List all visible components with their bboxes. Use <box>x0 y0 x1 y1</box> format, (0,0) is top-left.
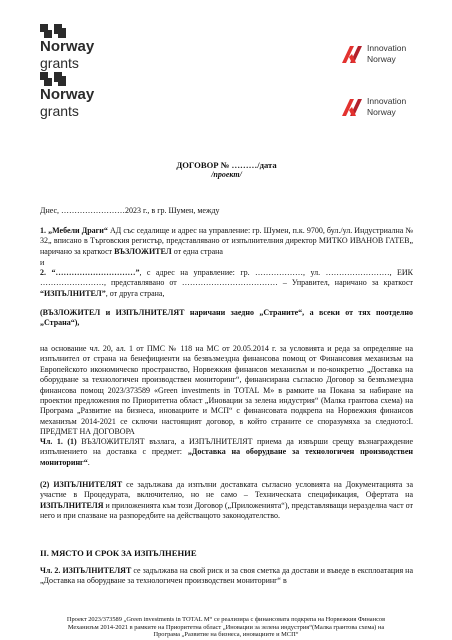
article-1-2-role-2: ИЗПЪЛНИТЕЛЯ <box>40 500 104 510</box>
article-1-2-text-a: се задължава да изпълни доставката съгласно условията на Документацията за участие в Процедурата, включително, но не само – Техническата спецификация, Офертата на <box>40 480 413 500</box>
legal-basis-paragraph: на основание чл. 20, ал. 1 от ПМС № 118 на МС от 20.05.2014 г. за условията и реда за определяне на изпълнител от страна на бенефициенти на безвъзмездна финансова помощ от Финансовия механизъм на Европейското икономическо пространство, Норвежкия финансов механизъм и по-конкретно „Доставка на оборудване за технологичен производствен мониторинг“, финансирана съгласно Договор за безвъзмездна финансова помощ 2023/373589 «Green investments in TOTAL M» в рамките на Покана за набиране на проектни предложения по Приоритетна област „Иновации за зелена индустрия“ (Малка грантова схема) на Програма „Развитие на бизнеса, иновациите и МСП“ с финансовата подкрепа на Норвежкия финансов механизъм 2014-2021 се сключи настоящият договор, в който страните се споразумяха за следното:І. ПРЕДМЕТ НА ДОГОВОРА <box>40 344 413 437</box>
article-1-1-text-a: ВЪЗЛОЖИТЕЛЯТ възлага, а ИЗПЪЛНИТЕЛЯТ приема да извърши срещу възнаграждение изпълнението на доставка с предмет: <box>40 437 413 457</box>
norway-grants-mark-icon <box>40 24 70 38</box>
article-1-2-role-1: ИЗПЪЛНИТЕЛЯТ <box>53 480 123 489</box>
intro-line: Днес, ……………………2023 г., в гр. Шумен, между <box>40 206 220 215</box>
norway-grants-subtitle: grants <box>40 55 79 71</box>
article-1-1-subject: „Доставка на оборудване за технологичен производствен мониторинг“ <box>40 447 413 467</box>
party-1-role: ВЪЗЛОЖИТЕЛ <box>114 246 172 256</box>
article-1-2-label: (2) <box>40 480 50 489</box>
article-1-1-text-b: . <box>87 457 90 467</box>
article-1-1-label: Чл. 1. (1) <box>40 437 77 446</box>
norway-grants-subtitle: grants <box>40 103 79 119</box>
party-1 <box>40 226 413 257</box>
conjunction: и <box>40 258 45 267</box>
norway-grants-title: Norway <box>40 38 95 55</box>
article-2 <box>40 566 413 587</box>
page-footer: Проект 2023/373589 „Green investments in TOTAL M“ се реализира с финансовата подкрепа на Норвежкия Финансов Механизъм 2014-2021 в рамките на Приоритетна област „Иновации за зелена индустрия“(Малка грантова схема) на Програма „Развитие на бизнеса, иновациите и МСП“ <box>66 616 386 639</box>
innovation-norway-line1: Innovation <box>367 96 407 106</box>
party-1-text: АД със седалище и адрес на управление: гр. Шумен, п.к. 9700, бул./ул. Индустриална № 32„ вписано в Търговския регистър, представлявано от изпълнителния директор МИТКО ИВАНОВ ГАТЕВ„ наричано за краткост <box>40 226 414 256</box>
party-1-name: „Мебели Драги“ <box>48 226 108 235</box>
contract-subtitle: /проект/ <box>211 170 242 180</box>
party-2-name: “…………………………” <box>51 268 140 277</box>
article-2-label: Чл. 2. <box>40 566 61 575</box>
article-1-2 <box>40 480 413 522</box>
article-1-2-text-b: и приложенията към този Договор („Приложенията“), представляващи неразделна част от него и при спазване на разпоредбите на действащото законодателство. <box>40 500 413 521</box>
party-1-number: 1. <box>40 226 46 235</box>
party-2-role: “ИЗПЪЛНИТЕЛ” <box>40 288 106 298</box>
innovation-norway-line1: Innovation <box>367 43 407 53</box>
article-2-text: се задължава на свой риск и за своя сметка да достави и въведе в експлоатация на „Доставка на оборудване за технологичен производствен мониторинг“ в <box>40 566 414 586</box>
party-2-text: , с адрес на управление: гр. ………………, ул. ……………………, ЕИК ……………………, представлявано от ……………………………… – Управител, наричано за краткост <box>40 268 414 288</box>
parties-clause: (ВЪЗЛОЖИТЕЛ и ИЗПЪЛНИТЕЛЯТ наричани заедно „Страните“, а всеки от тях поотделно „Страна“), <box>40 308 413 328</box>
innovation-norway-mark-icon <box>341 43 363 65</box>
party-2-number: 2. <box>40 268 46 277</box>
party-2 <box>40 268 413 299</box>
innovation-norway-line2: Norway <box>367 107 396 117</box>
norway-grants-mark-icon <box>40 72 70 86</box>
section-2-heading: ІІ. МЯСТО И СРОК ЗА ИЗПЪЛНЕНИЕ <box>40 548 197 558</box>
contract-title-block <box>40 160 413 181</box>
article-2-role: ИЗПЪЛНИТЕЛЯТ <box>62 566 132 575</box>
party-1-end: от една страна <box>171 246 223 256</box>
party-2-end: , от друга страна, <box>105 288 165 298</box>
innovation-norway-line2: Norway <box>367 54 396 64</box>
norway-grants-title: Norway <box>40 86 95 103</box>
article-1-1 <box>40 437 413 468</box>
innovation-norway-mark-icon <box>341 96 363 118</box>
contract-title: ДОГОВОР № ………/дата <box>176 160 277 170</box>
